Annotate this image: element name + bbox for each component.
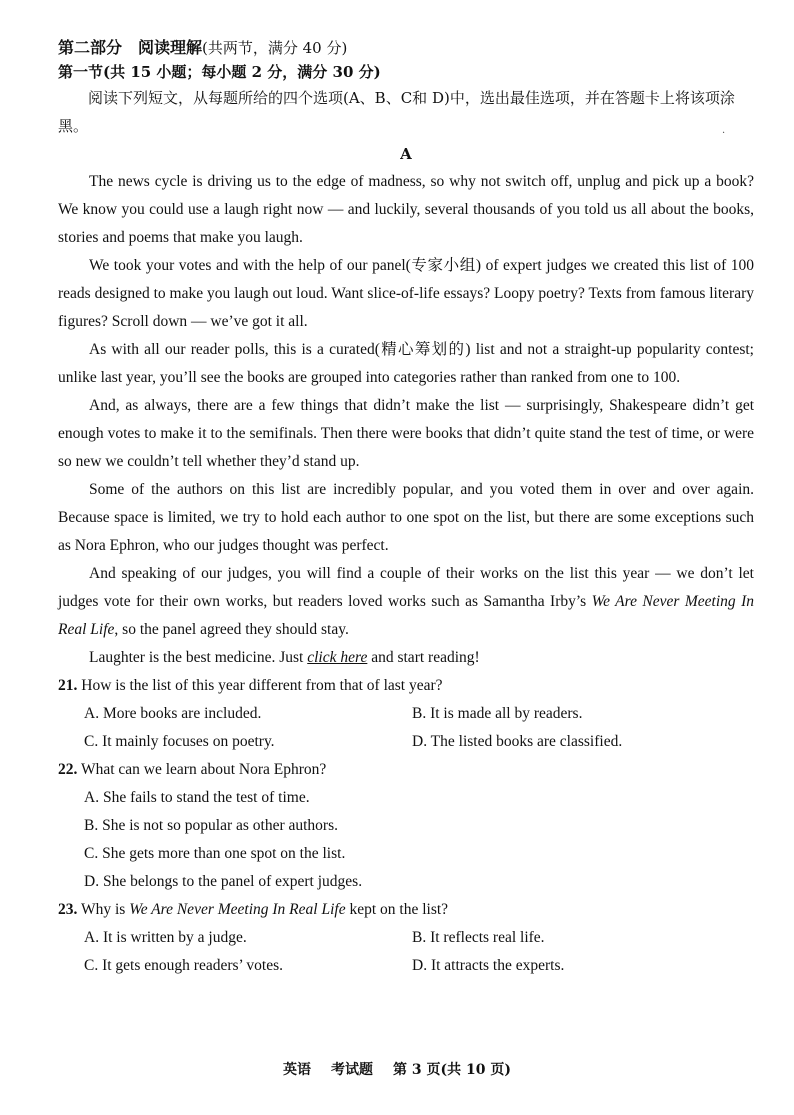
section-title: 第二部分 阅读理解 [58, 38, 203, 57]
option-d[interactable]: D. It attracts the experts. [412, 957, 565, 974]
passage-paragraph-3: As with all our reader polls, this is a curated(精心筹划的) list and not a straight-up popularity contest; unlike last year, you’ll see the books are grouped into categories rather than ranked from one to 100. [58, 341, 754, 386]
question-number: 22. [58, 761, 78, 778]
scan-speck: · [722, 128, 726, 139]
section-header [58, 36, 754, 60]
question-book-title: We Are Never Meeting In Real Life [129, 901, 346, 918]
question-number: 23. [58, 901, 78, 918]
passage-paragraph-1: The news cycle is driving us to the edge of madness, so why not switch off, unplug and pick up a book? We know you could use a laugh right now — and luckily, several thousands of you told us all about the books, stories and poems that make you laugh. [58, 173, 754, 246]
question-21 [58, 672, 754, 700]
page-footer [0, 1060, 794, 1080]
question-number: 21. [58, 677, 78, 694]
option-a[interactable]: A. She fails to stand the test of time. [84, 789, 310, 806]
question-stem: How is the list of this year different from that of last year? [77, 677, 443, 694]
question-21-options [58, 700, 754, 756]
question-22-options [58, 784, 754, 896]
passage-paragraph-6 [58, 560, 754, 644]
option-c[interactable]: C. It mainly focuses on poetry. [84, 733, 275, 750]
option-b[interactable]: B. She is not so popular as other authors. [84, 817, 339, 834]
option-c[interactable]: C. She gets more than one spot on the list. [84, 845, 346, 862]
click-here-link[interactable]: click here [307, 649, 368, 666]
book-title: We Are Never Meeting In Real Life [58, 593, 754, 638]
instruction-text: 阅读下列短文，从每题所给的四个选项(A、B、C和 D)中，选出最佳选项，并在答题卡上将该项涂黑。 [58, 89, 735, 135]
question-23-options [58, 924, 754, 980]
passage-paragraph-5: Some of the authors on this list are incredibly popular, and you voted them in over and over again. Because space is limited, we try to hold each author to one spot on the list, but there are some exceptions such as Nora Ephron, who our judges thought was perfect. [58, 481, 754, 554]
option-d[interactable]: D. The listed books are classified. [412, 733, 623, 750]
question-stem: What can we learn about Nora Ephron? [77, 761, 327, 778]
question-23 [58, 896, 754, 924]
footer-paper: 考试题 [331, 1062, 374, 1078]
question-stem-a: Why is [77, 901, 130, 918]
option-c[interactable]: C. It gets enough readers’ votes. [84, 957, 284, 974]
option-a[interactable]: A. It is written by a judge. [84, 929, 247, 946]
subsection-title: 第一节(共 15 小题；每小题 2 分，满分 30 分) [58, 63, 381, 81]
p6-text-a: And speaking of our judges, you will find a couple of their works on the list this year — we don’t let judges vote for their own works, but readers loved works such as Samantha Irby’s [58, 565, 754, 610]
passage-paragraph-2: We took your votes and with the help of our panel(专家小组) of expert judges we created this list of 100 reads designed to make you laugh out loud. Want slice-of-life essays? Loopy poetry? Texts from famous literary figures? Scroll down — we’ve got it all. [58, 257, 754, 330]
option-a[interactable]: A. More books are included. [84, 705, 262, 722]
passage-paragraph-7 [58, 644, 754, 672]
section-note: (共两节，满分 40 分) [202, 39, 348, 57]
p7-text-b: and start reading! [367, 649, 480, 666]
footer-page: 第 3 页(共 10 页) [393, 1062, 511, 1078]
question-stem-b: kept on the list? [345, 901, 449, 918]
footer-subject: 英语 [283, 1062, 312, 1078]
option-b[interactable]: B. It is made all by readers. [412, 705, 583, 722]
option-b[interactable]: B. It reflects real life. [412, 929, 545, 946]
p6-text-b: , so the panel agreed they should stay. [114, 621, 349, 638]
question-22 [58, 756, 754, 784]
passage-title: A [400, 145, 412, 163]
p7-text-a: Laughter is the best medicine. Just [89, 649, 308, 666]
option-d[interactable]: D. She belongs to the panel of expert judges. [84, 873, 363, 890]
passage-paragraph-4: And, as always, there are a few things that didn’t make the list — surprisingly, Shakespeare didn’t get enough votes to make it to the semifinals. Then there were books that didn’t quite stand the test of time, or were so new we couldn’t tell whether they’d stand up. [58, 397, 754, 470]
